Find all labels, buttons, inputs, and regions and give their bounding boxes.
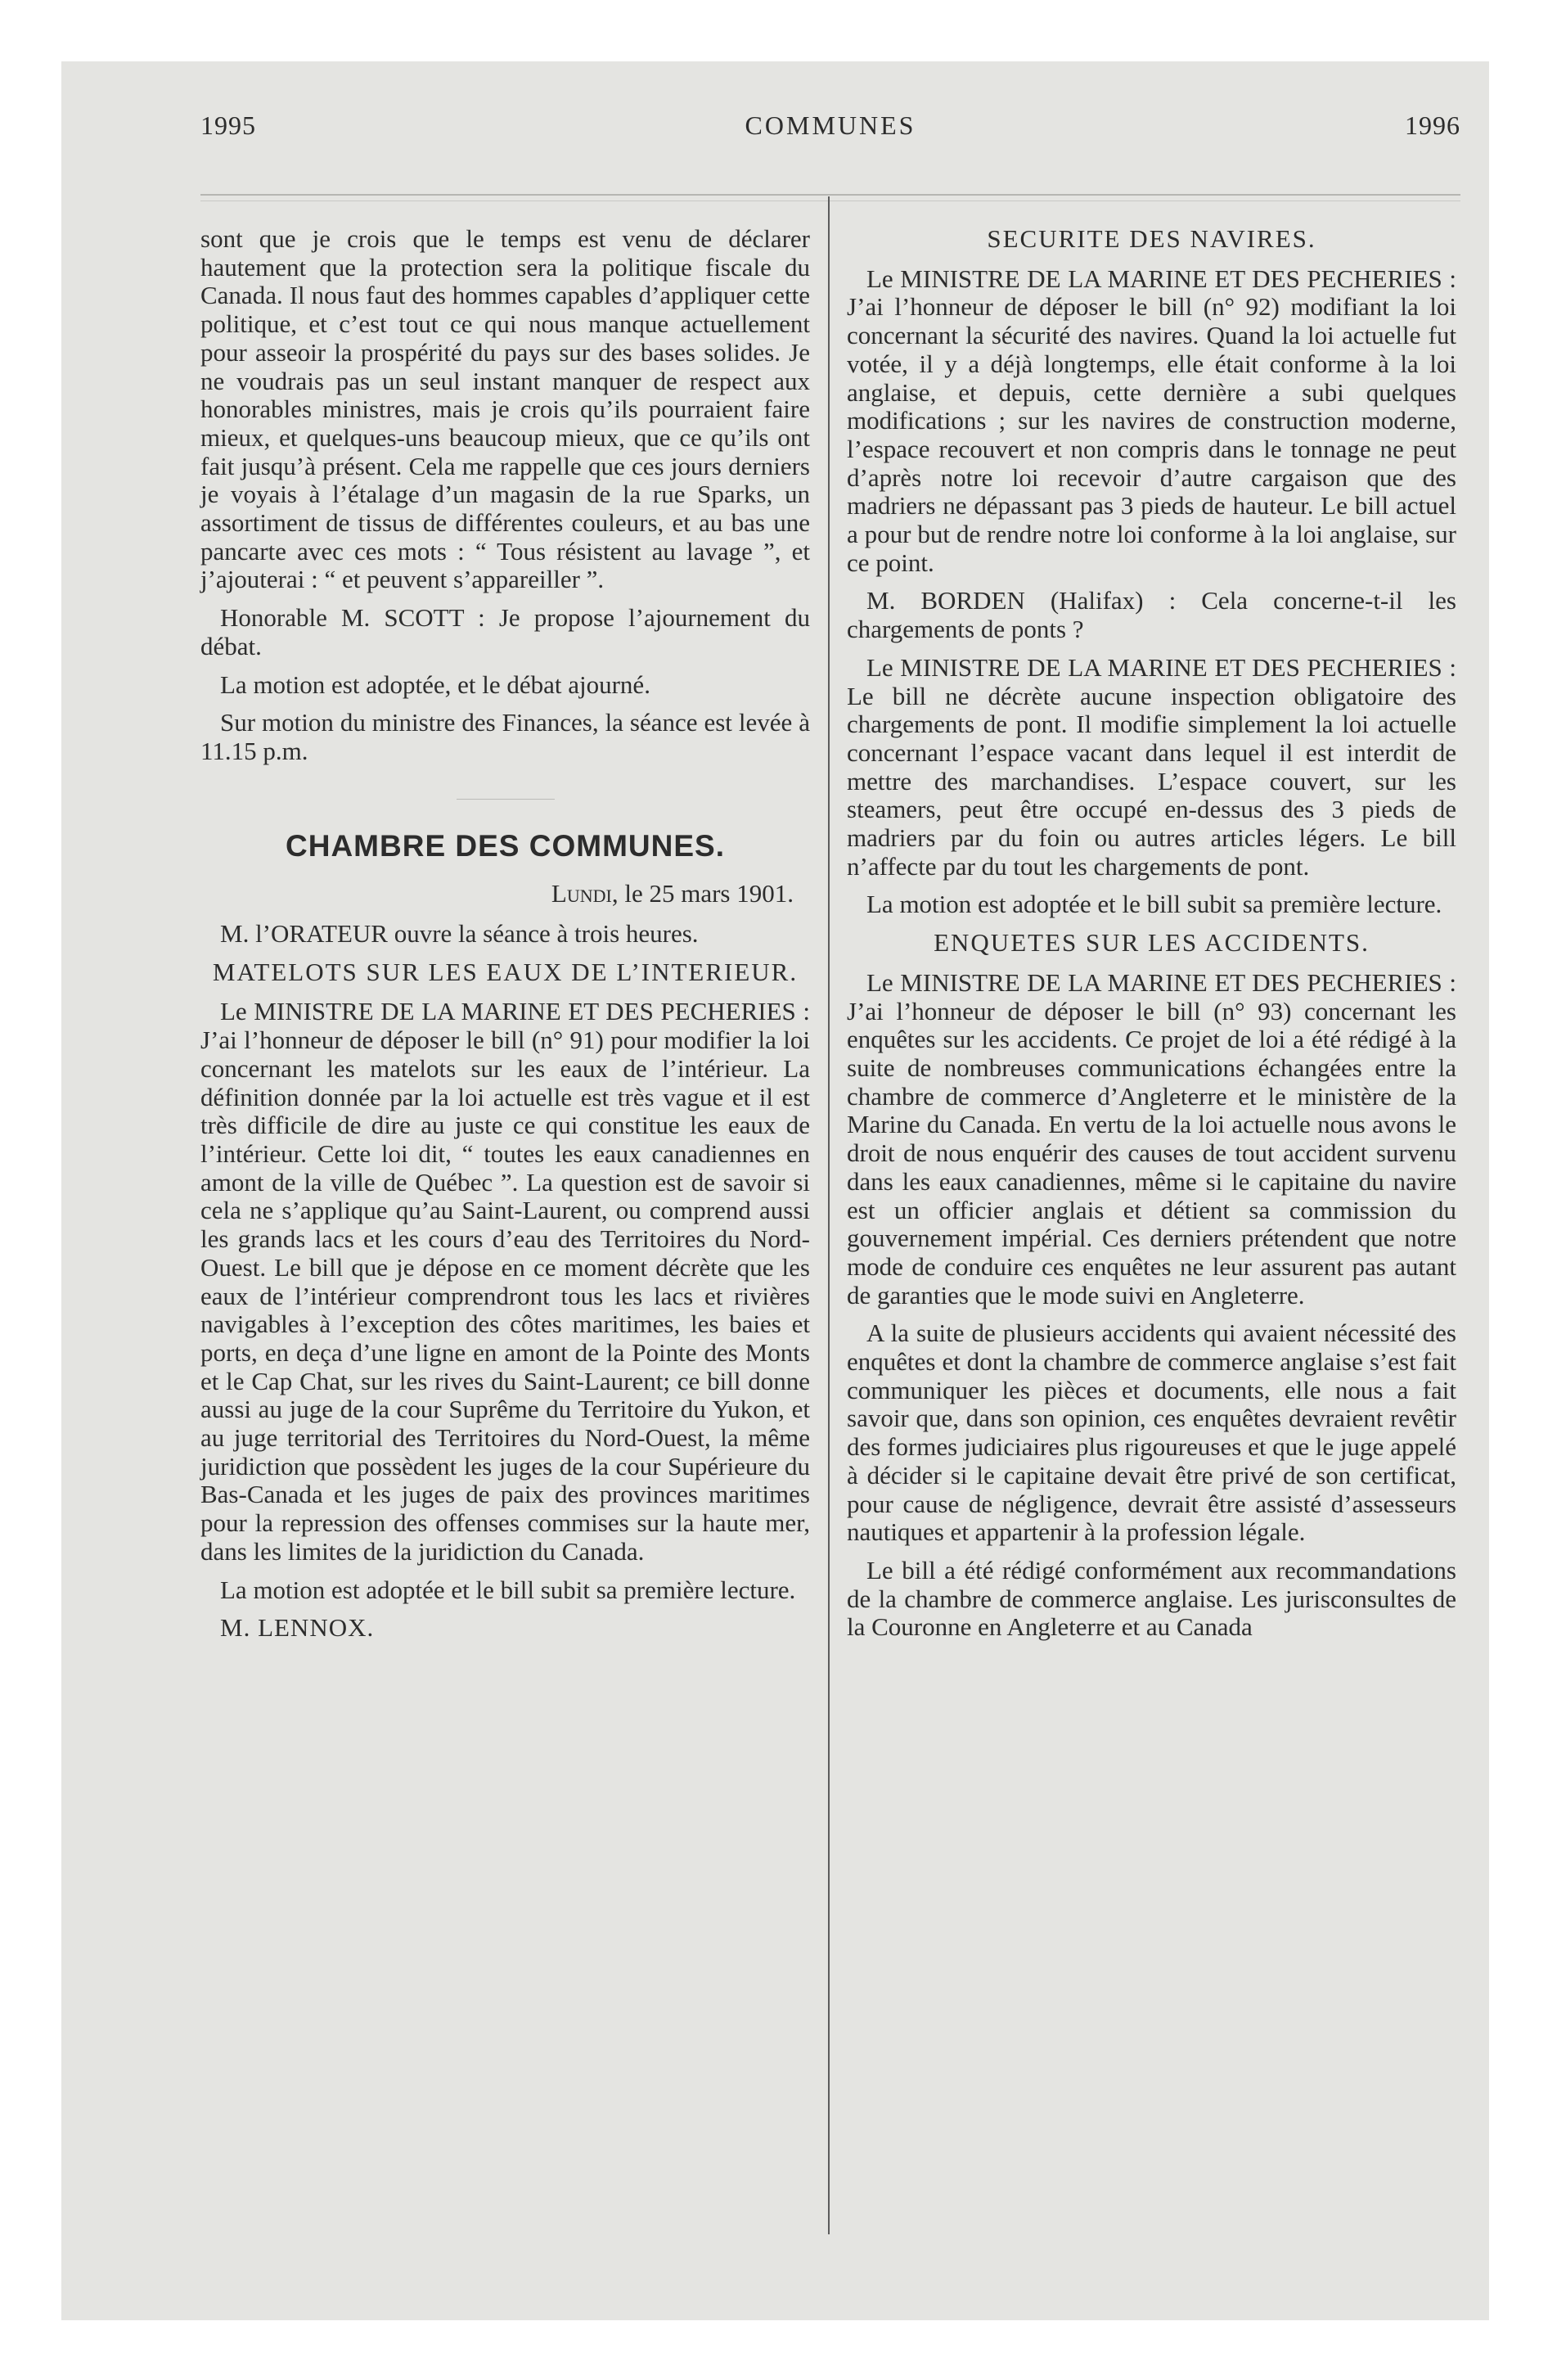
paragraph: Sur motion du ministre des Finances, la séance est levée à 11.15 p.m. xyxy=(200,708,810,765)
paragraph: Le MINISTRE DE LA MARINE ET DES PECHERIES : J’ai l’honneur de déposer le bill (n° 92) modifiant la loi concernant la sécurité des navires. Quand la loi actuelle fut votée, il y a déjà longtemps, elle était conforme à la loi anglaise, et depuis, cette dernière a subi quelques modifications ; sur les navires de construction moderne, l’espace recouvert et non compris dans le tonnage ne peut d’après notre loi recevoir d’autre cargaison que des madriers ne dépassant pas 3 pieds de hauteur. Le bill actuel a pour but de rendre notre loi conforme à la loi anglaise, sur ce point. xyxy=(847,264,1456,577)
section-heading: SECURITE DES NAVIRES. xyxy=(987,224,1316,253)
paragraph: Le MINISTRE DE LA MARINE ET DES PECHERIES : J’ai l’honneur de déposer le bill (n° 91) pour modifier la loi concernant les matelots sur les eaux de l’intérieur. La définition donnée par la loi actuelle est très vague et il est très difficile de dire au juste ce qui constitue les eaux de l’intérieur. Cette loi dit, “ toutes les eaux canadiennes en amont de la ville de Québec ”. La question est de savoir si cela ne s’applique qu’au Saint-Laurent, ou comprend aussi les grands lacs et les cours d’eau des Territoires du Nord-Ouest. Le bill que je dépose en ce moment décrète que les eaux de l’intérieur comprendront tous les lacs et rivières navigables à l’exception des côtes maritimes, les baies et ports, en deça d’une ligne en amont de la Pointe des Monts et le Cap Chat, sur les rives du Saint-Laurent; ce bill donne aussi au juge de la cour Suprême du Territoire du Yukon, et au juge territorial des Territoires du Nord-Ouest, la même juridiction que possèdent les juges de la cour Supérieure du Bas-Canada et les juges de paix des provinces maritimes pour la repression des offenses commises sur la haute mer, dans les limites de la juridiction du Canada. xyxy=(200,997,810,1566)
column-divider xyxy=(828,196,830,2234)
left-column xyxy=(200,225,810,1652)
section-heading: MATELOTS SUR LES EAUX DE L’INTERIEUR. xyxy=(212,957,799,986)
paragraph: La motion est adoptée et le bill subit sa première lecture. xyxy=(220,1575,796,1604)
right-column xyxy=(847,225,1456,1652)
running-head-title: COMMUNES xyxy=(745,110,916,140)
header-rule xyxy=(200,194,1460,196)
section-heading: ENQUETES SUR LES ACCIDENTS. xyxy=(934,928,1370,958)
paragraph: Le bill a été rédigé conformément aux recommandations de la chambre de commerce anglaise. Les jurisconsultes de la Couronne en Angleterre et au Canada xyxy=(847,1555,1456,1642)
paragraph: sont que je crois que le temps est venu de déclarer hautement que la protection sera la politique fiscale du Canada. Il nous faut des hommes capables d’appliquer cette politique, et c’est tout ce qui nous manque actuellement pour asseoir la prospérité du pays sur des bases solides. Je ne voudrais pas un seul instant manquer de respect aux honorables ministres, mais je crois qu’ils pourraient faire mieux, et quelques-uns beaucoup mieux, que ce qu’ils ont fait jusqu’à présent. Cela me rappelle que ces jours derniers je voyais à l’étalage d’un magasin de la rue Sparks, un assortiment de tissus de différentes couleurs, et au bas une pancarte avec ces mots : “ Tous résistent au lavage ”, et j’ajouterai : “ et peuvent s’appareiller ”. xyxy=(200,224,810,594)
page-number-right: 1996 xyxy=(1405,110,1460,140)
page-number-left: 1995 xyxy=(200,110,256,140)
paragraph: Le MINISTRE DE LA MARINE ET DES PECHERIES : Le bill ne décrète aucune inspection obligatoire des chargements de pont. Il modifie simplement la loi actuelle concernant l’espace vacant dans lequel il est interdit de mettre des marchandises. L’espace couvert, sur les steamers, peut être occupé en-dessus des 3 pieds de madriers par du foin ou autres articles légers. Le bill n’affecte par du tout les chargements de pont. xyxy=(847,652,1456,881)
paragraph: Le MINISTRE DE LA MARINE ET DES PECHERIES : J’ai l’honneur de déposer le bill (n° 93) concernant les enquêtes sur les accidents. Ce projet de loi a été rédigé à la suite de nombreuses communications échangées entre la chambre de commerce d’Angleterre et le ministère de la Marine du Canada. En vertu de la loi actuelle nous avons le droit de nous enquérir des causes de tout accident survenu dans les eaux canadiennes, même si le capitaine du navire est un officier anglais et détient sa commission du gouvernement impérial. Ces derniers prétendent que notre mode de conduire ces enquêtes ne leur assurent pas autant de garanties que le mode suivi en Angleterre. xyxy=(847,967,1456,1309)
dateline-date: , le 25 mars 1901. xyxy=(611,879,794,908)
paragraph: M. l’ORATEUR ouvre la séance à trois heures. xyxy=(220,919,699,949)
chamber-title: CHAMBRE DES COMMUNES. xyxy=(286,828,725,863)
paragraph: La motion est adoptée et le bill subit sa première lecture. xyxy=(866,890,1442,919)
hansard-page xyxy=(200,110,1460,2140)
paragraph: Honorable M. SCOTT : Je propose l’ajournement du débat. xyxy=(200,603,810,660)
paragraph: M. BORDEN (Halifax) : Cela concerne-t-il les chargements de ponts ? xyxy=(847,586,1456,644)
running-head xyxy=(200,110,1460,151)
paragraph: A la suite de plusieurs accidents qui avaient nécessité des enquêtes et dont la chambre de commerce anglaise s’est fait communiquer les pièces et documents, elle nous a fait savoir que, dans son opinion, ces enquêtes devraient revêtir des formes judiciaires plus rigoureuses et que le juge appelé à décider si le capitaine devait être privé de son certificat, pour cause de négligence, devrait être assisté d’assesseurs nautiques et appartenir à la profession légale. xyxy=(847,1318,1456,1547)
dateline xyxy=(200,880,810,908)
dateline-day: Lundi xyxy=(551,879,612,908)
paragraph: La motion est adoptée, et le débat ajourné. xyxy=(220,669,650,699)
section-divider xyxy=(457,799,555,800)
speaker-name: M. LENNOX. xyxy=(220,1613,375,1643)
